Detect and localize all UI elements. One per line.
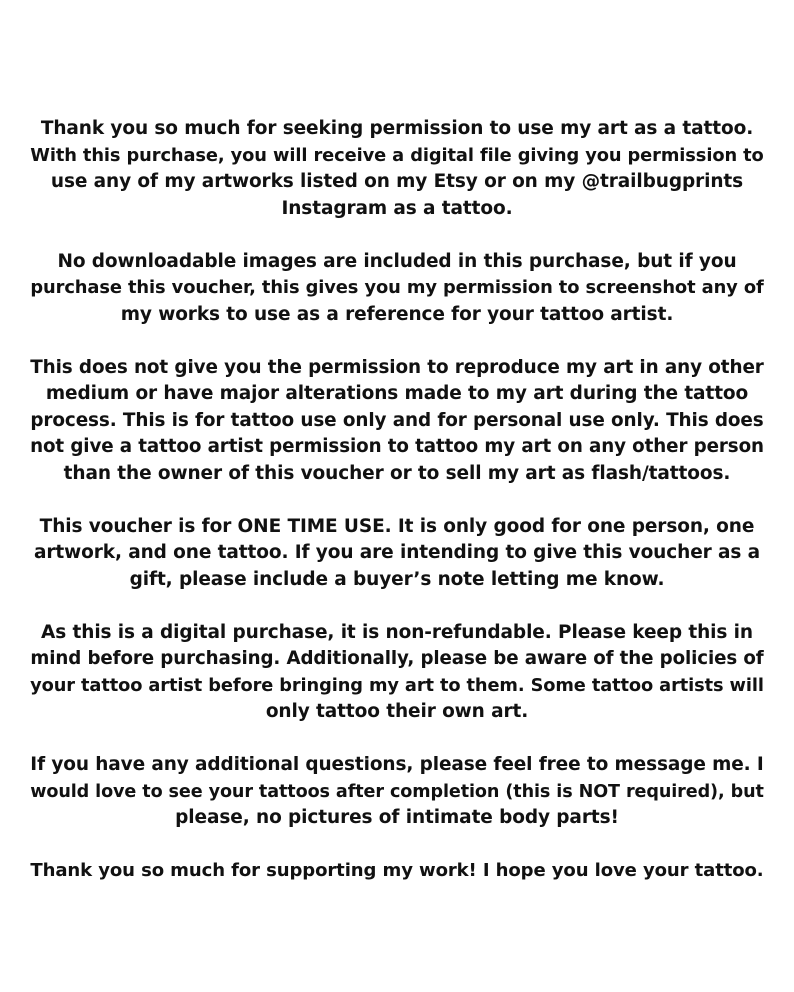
text-line: artwork, and one tattoo. If you are intending to give this voucher as a — [33, 542, 761, 563]
text-line: my works to use as a reference for your tattoo artist. — [120, 303, 674, 325]
text-line: As this is a digital purchase, it is non-refundable. Please keep this in — [41, 621, 753, 643]
text-line: please, no pictures of intimate body parts! — [175, 807, 619, 828]
paragraph-non-refundable — [30, 620, 764, 726]
text-line: not give a tattoo artist permission to tattoo my art on any other person — [30, 436, 764, 457]
paragraph-one-time-use — [30, 514, 764, 594]
paragraph-no-downloads — [30, 249, 764, 329]
text-line: your tattoo artist before bringing my art to them. Some tattoo artists will — [30, 675, 764, 696]
paragraph-questions — [30, 752, 764, 832]
text-line: This voucher is for ONE TIME USE. It is only good for one person, one — [39, 515, 755, 537]
paragraph-thank-you — [30, 858, 764, 885]
text-line: This does not give you the permission to reproduce my art in any other — [30, 356, 764, 378]
text-line: than the owner of this voucher or to sell my art as flash/tattoos. — [63, 462, 731, 484]
text-line: only tattoo their own art. — [265, 701, 529, 722]
text-line: medium or have major alterations made to my art during the tattoo — [45, 383, 749, 404]
paragraph-permission-intro — [30, 116, 764, 222]
text-line: use any of my artworks listed on my Etsy or on my @trailbugprints — [50, 171, 744, 192]
text-line: No downloadable images are included in this purchase, but if you — [57, 250, 737, 272]
document-body — [30, 116, 764, 885]
text-line: Thank you so much for seeking permission to use my art as a tattoo. — [40, 118, 754, 139]
text-line: purchase this voucher, this gives you my permission to screenshot any of — [30, 277, 764, 298]
text-line: If you have any additional questions, please feel free to message me. I — [30, 754, 764, 775]
text-line: process. This is for tattoo use only and for personal use only. This does — [30, 409, 764, 431]
paragraph-restrictions — [30, 355, 764, 488]
text-line: Thank you so much for supporting my work! I hope you love your tattoo. — [30, 860, 764, 881]
text-line: Instagram as a tattoo. — [281, 197, 513, 219]
text-line: With this purchase, you will receive a digital file giving you permission to — [30, 144, 764, 166]
text-line: would love to see your tattoos after completion (this is NOT required), but — [30, 781, 764, 802]
text-line: mind before purchasing. Additionally, please be aware of the policies of — [30, 648, 764, 669]
text-line: gift, please include a buyer’s note letting me know. — [129, 568, 665, 590]
